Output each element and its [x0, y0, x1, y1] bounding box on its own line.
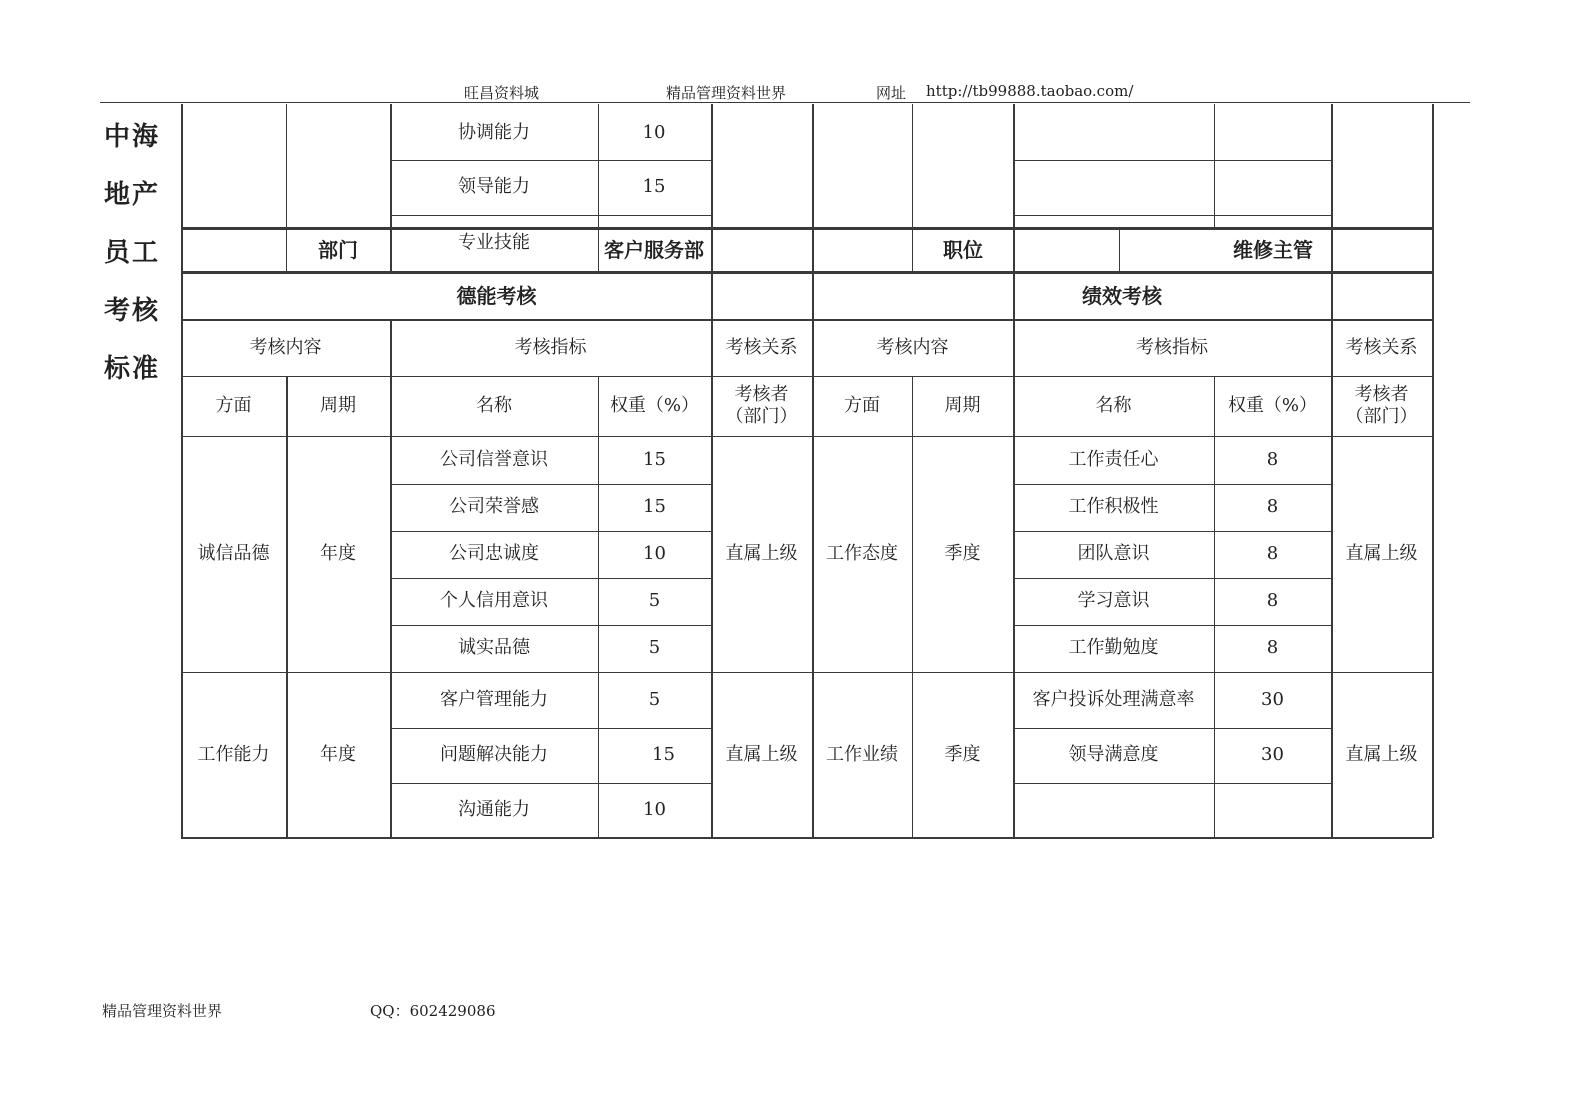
table-row-weight: 5	[648, 590, 661, 612]
table-row-name: 诚实品德	[458, 637, 530, 659]
header-relation-left: 考核关系	[725, 336, 798, 358]
right-group-aspect: 工作业绩	[826, 743, 898, 765]
table-row-weight: 8	[1266, 496, 1279, 518]
table-row-weight: 15	[643, 449, 666, 471]
left-group-aspect: 诚信品德	[197, 542, 270, 564]
table-rule-h	[390, 215, 711, 216]
position-label: 职位	[943, 237, 983, 262]
header-weight-right: 权重（%）	[1227, 394, 1318, 416]
table-row-weight: 15	[643, 496, 666, 518]
table-rule-v	[1432, 104, 1434, 838]
right-group-period: 季度	[944, 542, 981, 564]
top-row-weight: 10	[642, 121, 666, 143]
header-period-left: 周期	[320, 394, 356, 416]
table-row-weight: 8	[1266, 637, 1279, 659]
table-row-weight: 30	[1261, 689, 1284, 711]
table-row-weight: 30	[1261, 744, 1284, 766]
header-shop: 旺昌资料城	[464, 84, 540, 102]
table-row-weight: 10	[643, 543, 666, 565]
top-row-weight: 15	[642, 176, 666, 198]
side-title-4: 考核	[104, 296, 161, 326]
section-right-title: 绩效考核	[1082, 283, 1162, 308]
header-world: 精品管理资料世界	[666, 84, 787, 102]
top-row-name: 领导能力	[458, 176, 530, 198]
side-title-2: 地产	[104, 180, 161, 210]
header-content-left: 考核内容	[249, 336, 322, 358]
left-group-period: 年度	[320, 542, 356, 564]
table-rule-h	[1013, 160, 1331, 161]
table-row-name: 客户管理能力	[440, 689, 548, 711]
left-group-aspect: 工作能力	[197, 743, 270, 765]
header-relation-right: 考核关系	[1345, 336, 1418, 358]
position-value: 维修主管	[1233, 237, 1313, 262]
table-row-name: 公司信誉意识	[440, 449, 548, 471]
section-left-title: 德能考核	[456, 283, 537, 308]
table-row-name: 公司荣誉感	[449, 496, 539, 518]
table-row-weight: 5	[648, 689, 661, 711]
header-assessor-left	[711, 376, 812, 436]
right-group-aspect: 工作态度	[826, 542, 898, 564]
table-row-weight: 15	[652, 744, 675, 766]
table-row-name: 公司忠诚度	[449, 543, 539, 565]
table-row-weight: 5	[648, 637, 661, 659]
table-rule-h	[1013, 215, 1331, 216]
table-row-name: 学习意识	[1077, 590, 1150, 612]
table-row-name: 团队意识	[1077, 543, 1150, 565]
table-row-weight: 8	[1266, 590, 1279, 612]
side-title-5: 标准	[104, 354, 161, 384]
header-name-left: 名称	[476, 394, 512, 416]
table-row-name: 个人信用意识	[440, 590, 548, 612]
header-indicator-left: 考核指标	[514, 336, 587, 358]
table-row-name: 领导满意度	[1068, 744, 1159, 766]
side-title-1: 中海	[104, 122, 161, 152]
left-group-assessor: 直属上级	[725, 542, 798, 564]
table-row-name: 沟通能力	[458, 798, 530, 820]
table-row-weight: 10	[643, 798, 666, 820]
header-url: http://tb99888.taobao.com/	[926, 82, 1134, 100]
footer-world: 精品管理资料世界	[102, 1002, 223, 1020]
table-row-name: 工作勤勉度	[1068, 637, 1159, 659]
table-row-name: 客户投诉处理满意率	[1032, 689, 1195, 711]
table-row-weight	[1214, 783, 1331, 837]
table-row-name: 问题解决能力	[440, 744, 548, 766]
header-period-right: 周期	[944, 394, 981, 416]
header-aspect-right: 方面	[844, 394, 880, 416]
header-url-label: 网址	[876, 84, 907, 102]
table-row-name: 工作积极性	[1068, 496, 1159, 518]
left-group-assessor: 直属上级	[725, 743, 798, 765]
top-row-name: 协调能力	[458, 121, 530, 143]
header-rule	[100, 102, 1470, 103]
table-row-name: 工作责任心	[1068, 449, 1159, 471]
table-row-weight: 8	[1266, 449, 1279, 471]
left-group-period: 年度	[320, 743, 356, 765]
table-rule-v	[1119, 228, 1120, 272]
header-assessor-right	[1331, 376, 1432, 436]
header-indicator-right: 考核指标	[1136, 336, 1208, 358]
assessor-line-1: 考核者	[1354, 383, 1409, 405]
dept-label: 部门	[318, 237, 358, 262]
assessor-line-1: 考核者	[734, 383, 789, 405]
right-group-period: 季度	[944, 743, 981, 765]
right-group-assessor: 直属上级	[1345, 743, 1418, 765]
side-title-3: 员工	[104, 238, 161, 268]
header-name-right: 名称	[1095, 394, 1132, 416]
footer-qq: QQ：602429086	[370, 1002, 496, 1020]
assessor-line-2: （部门）	[1345, 406, 1418, 427]
right-group-assessor: 直属上级	[1345, 542, 1418, 564]
table-row-name	[1013, 783, 1214, 837]
table-row-weight: 8	[1266, 543, 1279, 565]
table-rule-v	[1214, 104, 1215, 228]
table-rule-h	[181, 837, 1432, 839]
header-content-right: 考核内容	[876, 336, 949, 358]
top-row-name: 专业技能	[458, 231, 530, 253]
header-aspect-left: 方面	[215, 394, 252, 416]
header-weight-left: 权重（%）	[609, 394, 700, 416]
assessor-line-2: （部门）	[725, 406, 798, 427]
dept-value: 客户服务部	[604, 237, 704, 262]
